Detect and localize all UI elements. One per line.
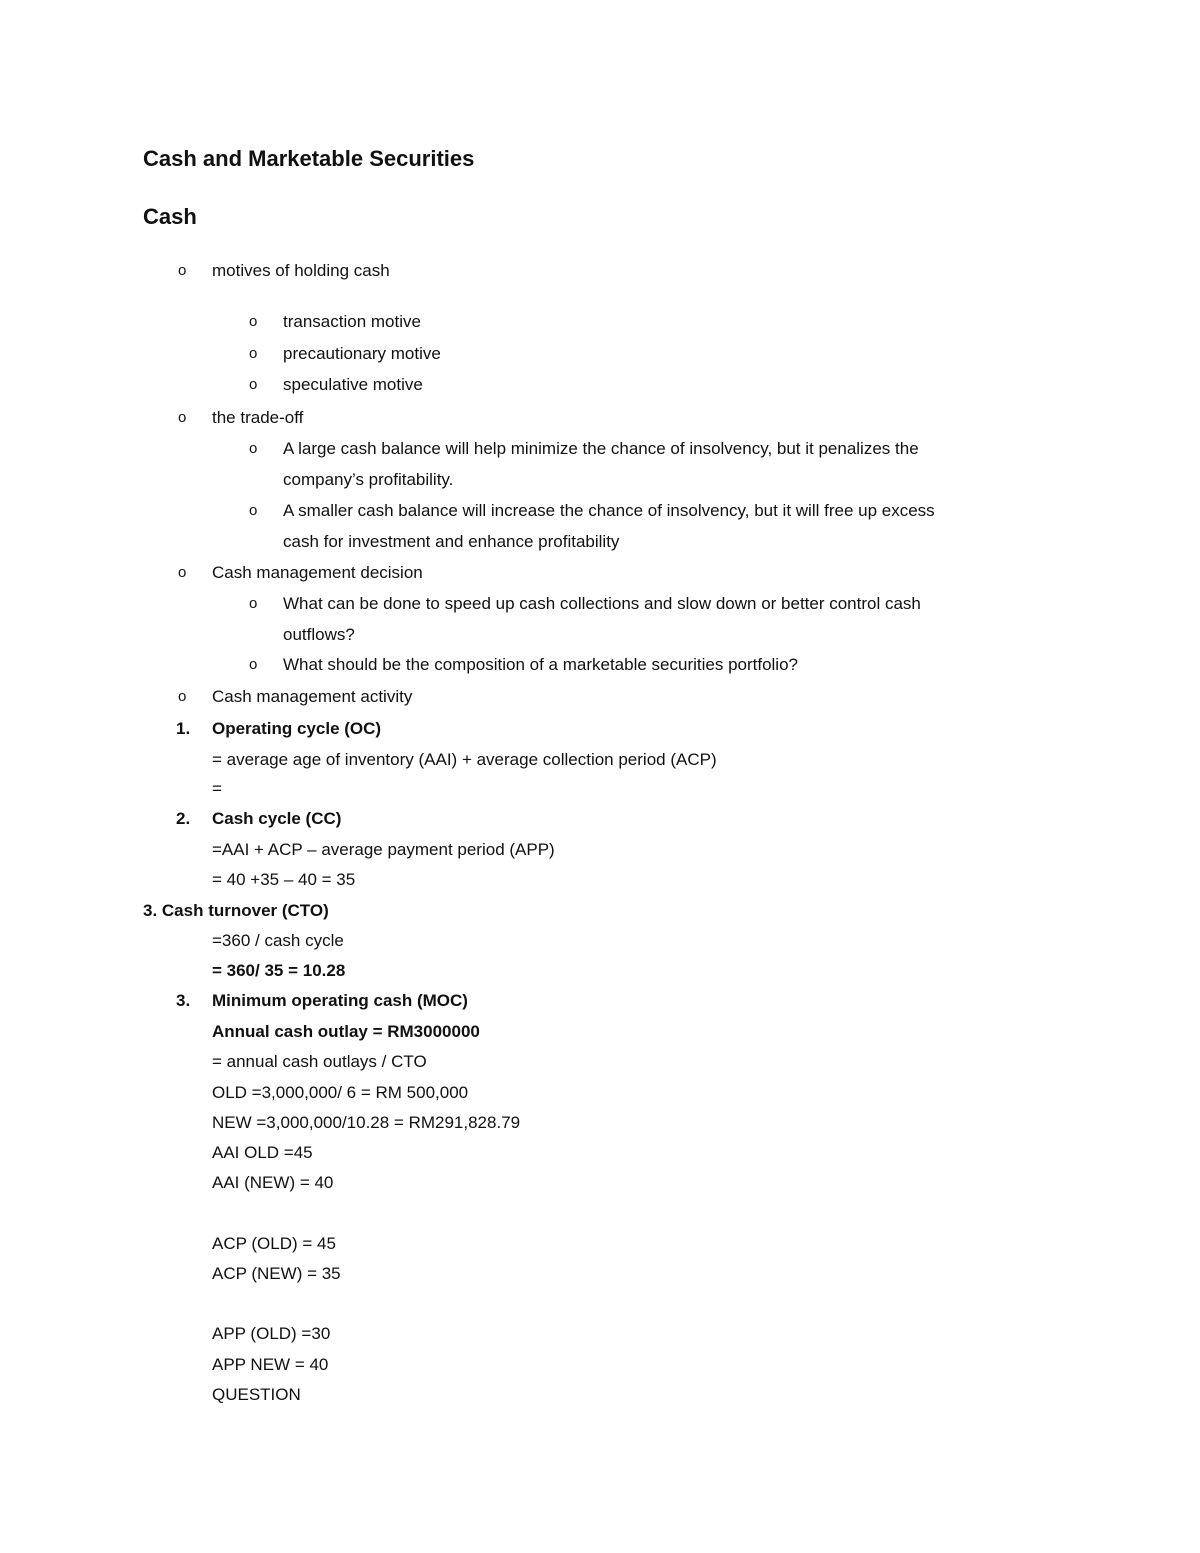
bullet-marker: o	[249, 595, 258, 612]
moc-title: Minimum operating cash (MOC)	[212, 991, 468, 1010]
document-title: Cash and Marketable Securities	[143, 146, 475, 171]
bullet-marker: o	[249, 313, 258, 330]
list-number: 1.	[176, 719, 191, 738]
bullet-marker: o	[249, 502, 258, 519]
moc-line: ACP (OLD) = 45	[212, 1234, 336, 1253]
bullet-marker: o	[178, 688, 187, 705]
tradeoff-item-line: A smaller cash balance will increase the chance of insolvency, but it will free up excess	[283, 501, 935, 520]
moc-line: = annual cash outlays / CTO	[212, 1052, 427, 1071]
tradeoff-label: the trade-off	[212, 408, 304, 427]
bullet-marker: o	[178, 262, 187, 279]
bullet-marker: o	[249, 345, 258, 362]
moc-line: APP (OLD) =30	[212, 1324, 331, 1343]
cc-formula: = 40 +35 – 40 = 35	[212, 870, 356, 889]
oc-formula: =	[212, 779, 222, 798]
moc-line: NEW =3,000,000/10.28 = RM291,828.79	[212, 1113, 521, 1132]
tradeoff-item-line: cash for investment and enhance profitability	[283, 532, 620, 551]
moc-line: APP NEW = 40	[212, 1355, 329, 1374]
cto-title: 3. Cash turnover (CTO)	[143, 901, 329, 920]
moc-line: ACP (NEW) = 35	[212, 1264, 341, 1283]
cto-formula: =360 / cash cycle	[212, 931, 344, 950]
moc-annual-outlay: Annual cash outlay = RM3000000	[212, 1022, 480, 1041]
cc-title: Cash cycle (CC)	[212, 809, 342, 828]
moc-line: QUESTION	[212, 1385, 301, 1404]
tradeoff-item-line: company’s profitability.	[283, 470, 454, 489]
decision-item-line: What should be the composition of a marketable securities portfolio?	[283, 655, 798, 674]
motive-item: precautionary motive	[283, 344, 441, 363]
decision-item-line: outflows?	[283, 625, 355, 644]
moc-line: OLD =3,000,000/ 6 = RM 500,000	[212, 1083, 469, 1102]
decision-label: Cash management decision	[212, 563, 423, 582]
bullet-marker: o	[178, 564, 187, 581]
bullet-marker: o	[249, 376, 258, 393]
bullet-marker: o	[249, 656, 258, 673]
bullet-marker: o	[178, 409, 187, 426]
decision-item-line: What can be done to speed up cash collections and slow down or better control cash	[283, 594, 921, 613]
list-number: 2.	[176, 809, 191, 828]
moc-line: AAI OLD =45	[212, 1143, 313, 1162]
activity-label: Cash management activity	[212, 687, 413, 706]
oc-formula: = average age of inventory (AAI) + average collection period (ACP)	[212, 750, 717, 769]
oc-title: Operating cycle (OC)	[212, 719, 382, 738]
motive-item: speculative motive	[283, 375, 423, 394]
cc-formula: =AAI + ACP – average payment period (APP)	[212, 840, 555, 859]
motives-label: motives of holding cash	[212, 261, 390, 280]
bullet-marker: o	[249, 440, 258, 457]
section-heading-cash: Cash	[143, 204, 197, 229]
list-number: 3.	[176, 991, 191, 1010]
moc-line: AAI (NEW) = 40	[212, 1173, 334, 1192]
cto-result: = 360/ 35 = 10.28	[212, 961, 346, 980]
tradeoff-item-line: A large cash balance will help minimize the chance of insolvency, but it penalizes the	[283, 439, 919, 458]
motive-item: transaction motive	[283, 312, 421, 331]
